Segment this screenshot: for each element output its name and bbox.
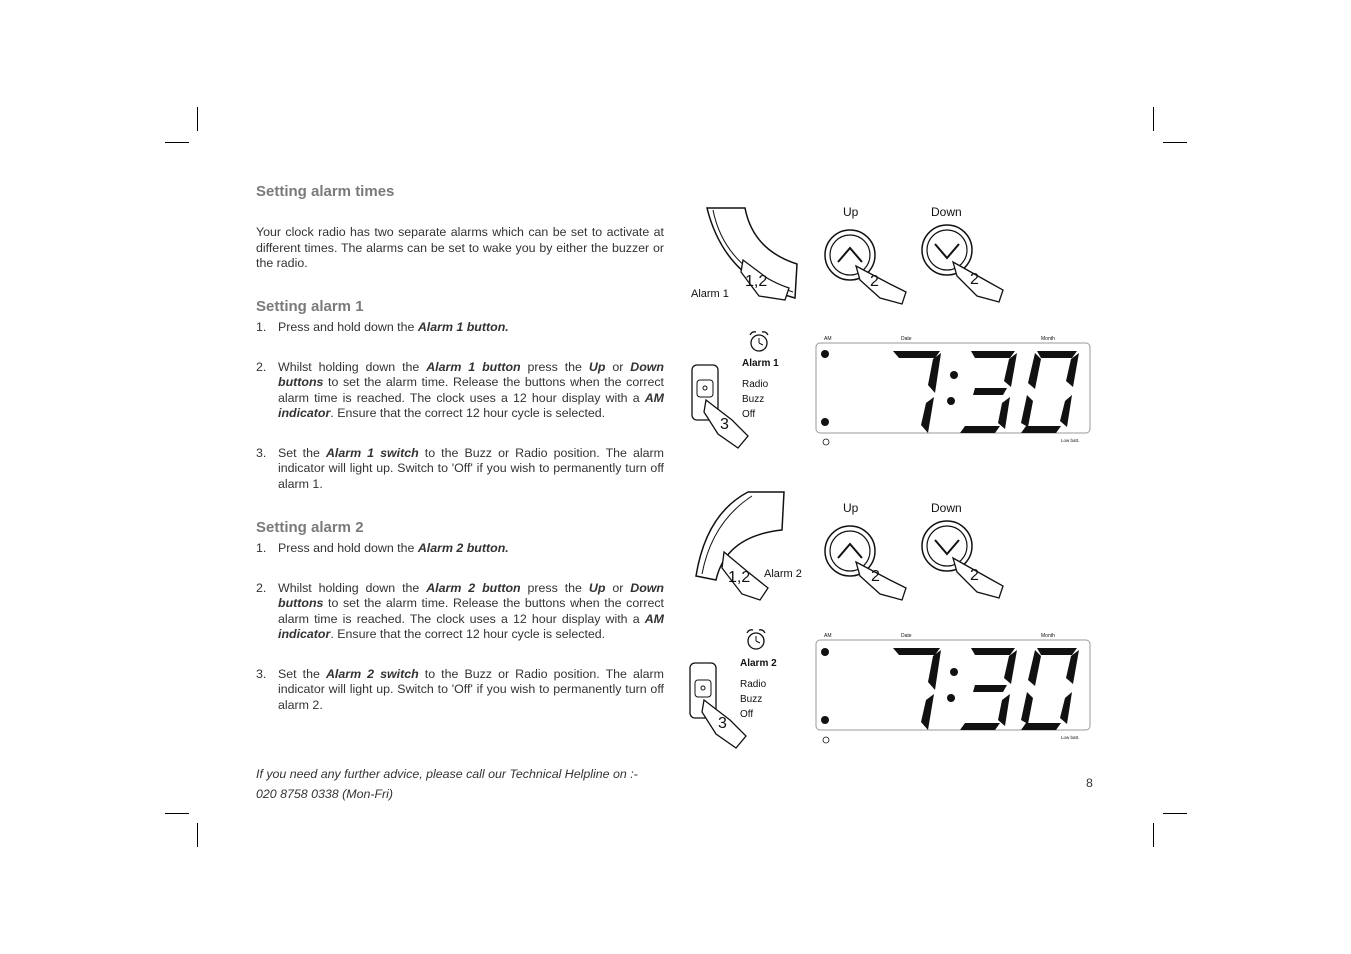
alarm2-button-illustration — [688, 488, 818, 603]
step-number: 1,2 — [728, 569, 751, 586]
step-text: Whilst holding down the — [278, 581, 427, 595]
step-text: or — [605, 581, 631, 595]
step-number: 1. — [256, 320, 267, 334]
step-bold: Down buttons — [278, 581, 664, 611]
step-text: Set the — [278, 446, 326, 460]
am-indicator — [821, 648, 829, 656]
step-bold: Up — [588, 360, 606, 374]
step-text: Whilst holding down the — [278, 360, 427, 374]
step-bold: Up — [588, 581, 606, 595]
step-bold: AM indicator — [278, 611, 664, 642]
alarm2-step2 — [256, 581, 664, 643]
switch-option: Off — [742, 409, 756, 420]
step-bold: Alarm 1 switch — [325, 446, 419, 460]
step-bold: Alarm 2 button. — [417, 541, 509, 555]
switch-option: Off — [740, 709, 754, 720]
alarm1-step1 — [256, 320, 664, 335]
step-bold: Alarm 2 button — [426, 581, 521, 595]
low-batt-label: Low batt. — [1061, 735, 1080, 740]
crop-mark — [1153, 107, 1154, 131]
am-label: AM — [824, 336, 832, 342]
alarm1-switch-illustration — [688, 328, 813, 453]
down-label: Down — [931, 501, 962, 515]
step-number: 2 — [970, 271, 979, 288]
up-button-illustration — [820, 200, 915, 310]
step-bold: Alarm 1 button — [426, 360, 521, 374]
step-number: 2 — [970, 567, 979, 584]
switch-title: Alarm 1 — [742, 358, 779, 369]
alarm1-heading: Setting alarm 1 — [256, 298, 364, 315]
crop-mark — [165, 813, 189, 814]
alarm1-step3 — [256, 446, 664, 492]
switch-option: Buzz — [742, 394, 765, 405]
page-number: 8 — [1086, 776, 1093, 790]
step-number: 1. — [256, 541, 267, 555]
crop-mark — [1153, 823, 1154, 847]
step-text: press the — [520, 581, 589, 595]
crop-mark — [197, 107, 198, 131]
step-text: Press and hold down the — [278, 541, 418, 555]
page-title: Setting alarm times — [256, 183, 395, 200]
down-button-illustration — [915, 200, 1010, 310]
lcd-display — [815, 630, 1095, 745]
hand-pointer-icon — [856, 562, 906, 600]
step-text: Press and hold down the — [278, 320, 418, 334]
helpline-number: 020 8758 0338 (Mon-Fri) — [256, 787, 394, 801]
step-text: press the — [520, 360, 589, 374]
step-text: to set the alarm time. Release the buttons when the correct alarm time is reached. The clock uses a 12 hour display with a — [278, 375, 664, 405]
lcd-display — [815, 333, 1095, 448]
step-number: 3. — [256, 446, 267, 460]
alarm1-button-illustration — [685, 200, 815, 310]
crop-mark — [1163, 813, 1187, 814]
alarm-clock-icon — [747, 630, 765, 649]
alarm-indicator — [821, 418, 829, 426]
step-text: . Ensure that the correct 12 hour cycle is selected. — [330, 627, 606, 642]
intro-paragraph: Your clock radio has two separate alarms which can be set to activate at different times. The alarms can be set to wake you by either the buzzer or the radio. — [256, 225, 664, 271]
am-indicator — [821, 350, 829, 358]
switch-title: Alarm 2 — [740, 658, 777, 669]
step-text: to set the alarm time. Release the buttons when the correct alarm time is reached. The clock uses a 12 hour display with a — [278, 596, 664, 626]
date-label: Date — [901, 633, 912, 639]
button-label: Alarm 1 — [691, 288, 729, 300]
month-label: Month — [1041, 336, 1055, 342]
crop-mark — [165, 142, 189, 143]
alarm-clock-icon — [823, 439, 829, 445]
up-button-illustration — [820, 496, 915, 606]
step-number: 3 — [718, 715, 727, 732]
alarm-clock-icon — [750, 332, 768, 351]
step-number: 2 — [871, 568, 880, 585]
date-label: Date — [901, 336, 912, 342]
step-number: 2. — [256, 581, 267, 595]
step-number: 3 — [720, 416, 729, 433]
hand-pointer-icon — [856, 266, 906, 304]
alarm-clock-icon — [823, 737, 829, 743]
low-batt-label: Low batt. — [1061, 438, 1080, 443]
step-number: 2. — [256, 360, 267, 374]
up-label: Up — [843, 501, 859, 515]
step-text: or — [605, 360, 631, 374]
step-bold: Down buttons — [278, 360, 664, 390]
step-text: to the Buzz or Radio position. The alarm indicator will light up. Switch to 'Off' if you wish to permanently turn off alarm 2. — [278, 667, 664, 712]
step-number: 2 — [870, 273, 879, 290]
alarm2-step3 — [256, 667, 664, 713]
am-label: AM — [824, 633, 832, 639]
step-number: 1,2 — [745, 273, 768, 290]
crop-mark — [1163, 142, 1187, 143]
button-label: Alarm 2 — [764, 568, 802, 580]
crop-mark — [197, 823, 198, 847]
step-bold: Alarm 2 switch — [325, 667, 419, 681]
alarm1-step2 — [256, 360, 664, 422]
step-bold: AM indicator — [278, 390, 664, 421]
alarm2-step1 — [256, 541, 664, 556]
down-label: Down — [931, 205, 962, 219]
down-button-illustration — [915, 496, 1010, 606]
step-text: . Ensure that the correct 12 hour cycle is selected. — [330, 406, 606, 421]
alarm2-heading: Setting alarm 2 — [256, 519, 364, 536]
step-text: to the Buzz or Radio position. The alarm indicator will light up. Switch to 'Off' if you wish to permanently turn off alarm 1. — [278, 446, 664, 491]
step-number: 3. — [256, 667, 267, 681]
helpline-text: If you need any further advice, please call our Technical Helpline on :- — [256, 767, 638, 781]
switch-option: Radio — [740, 679, 767, 690]
switch-option: Buzz — [740, 694, 763, 705]
step-text: Set the — [278, 667, 326, 681]
step-bold: Alarm 1 button. — [417, 320, 509, 334]
switch-option: Radio — [742, 379, 769, 390]
month-label: Month — [1041, 633, 1055, 639]
alarm-indicator — [821, 716, 829, 724]
up-label: Up — [843, 205, 859, 219]
alarm2-switch-illustration — [686, 626, 811, 754]
